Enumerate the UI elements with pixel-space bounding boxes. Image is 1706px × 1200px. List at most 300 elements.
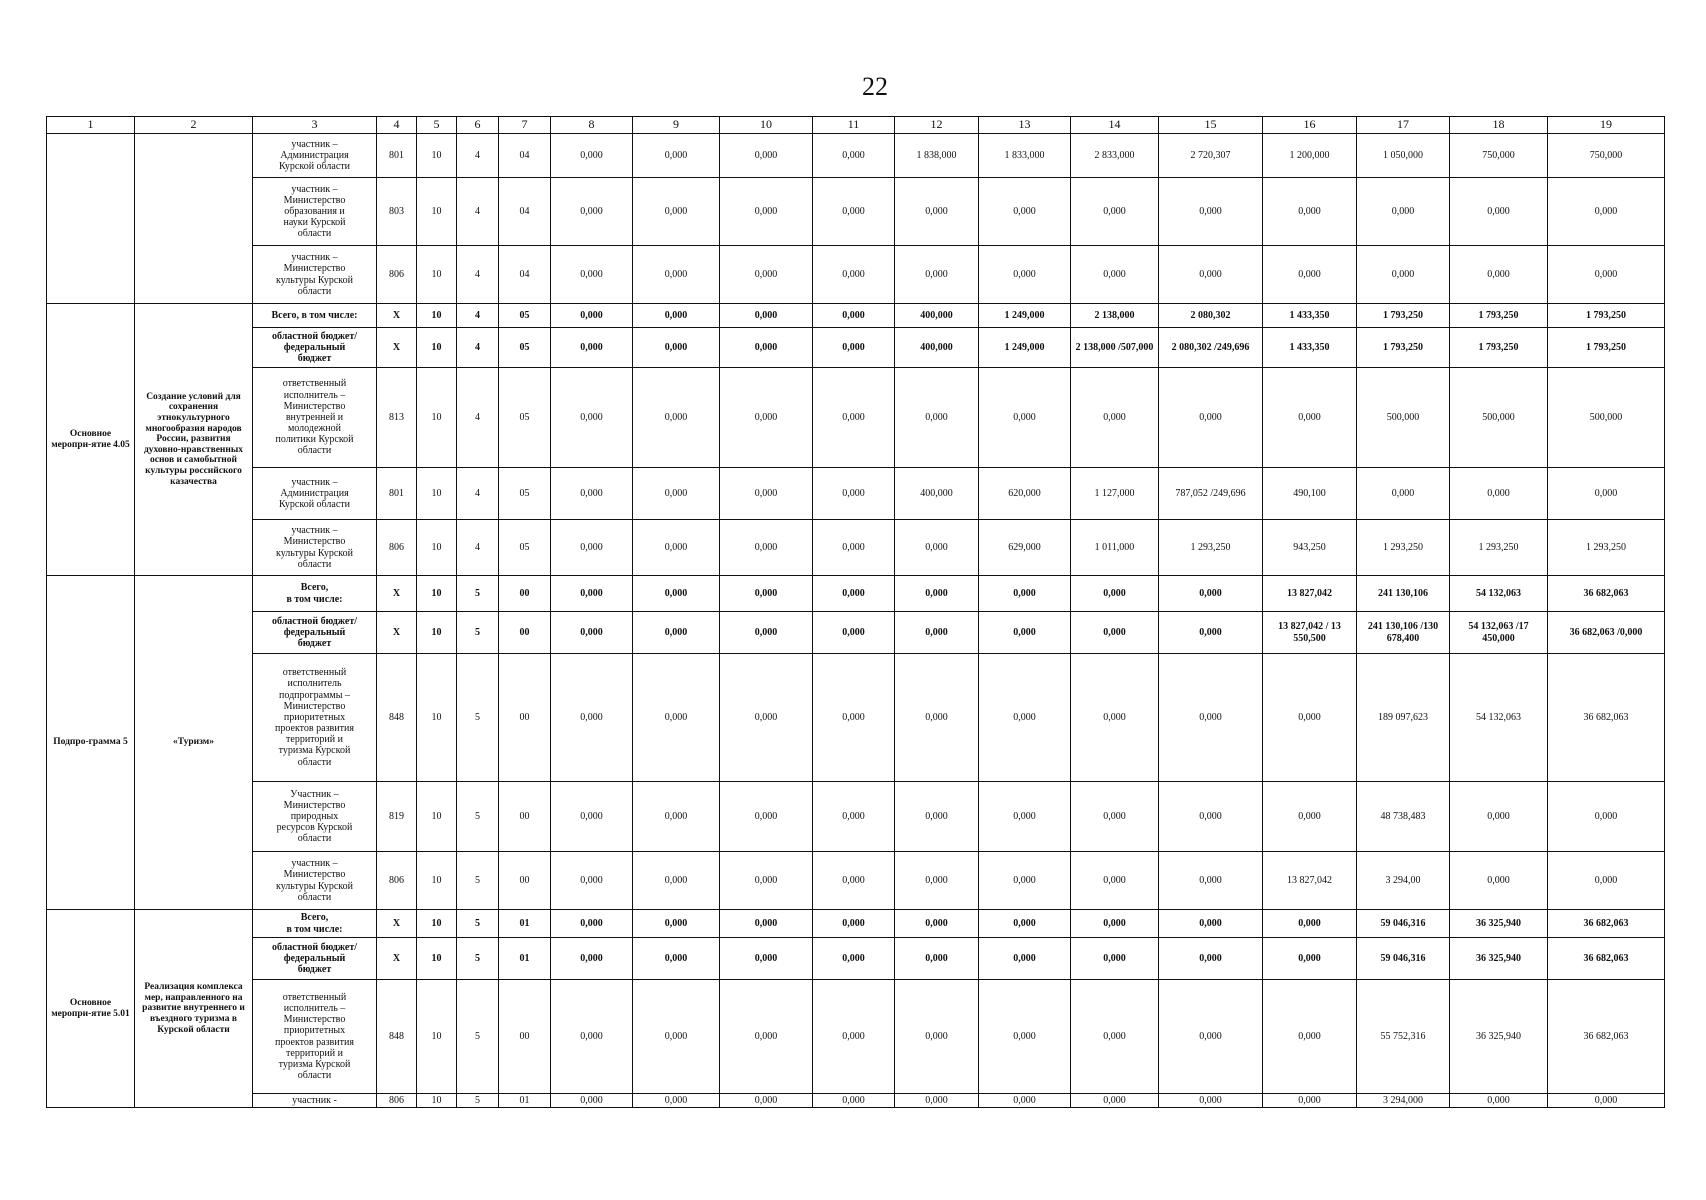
value-cell: 01 <box>499 910 551 938</box>
value-cell: 500,000 <box>1548 368 1665 468</box>
value-cell: 2 833,000 <box>1071 134 1159 178</box>
executor-line: культуры Курской <box>276 274 353 286</box>
value-cell: 0,000 <box>1071 980 1159 1094</box>
value-cell: 4 <box>457 368 499 468</box>
executor-line: Министерство <box>283 263 346 275</box>
column-number-header: 14 <box>1071 117 1159 134</box>
value-cell: 0,000 <box>1450 468 1548 520</box>
table-row <box>47 178 1665 246</box>
value-cell: 0,000 <box>813 304 895 328</box>
executor-line: территорий и <box>286 1047 343 1059</box>
value-cell: 00 <box>499 576 551 612</box>
value-cell: 803 <box>377 178 417 246</box>
executor-line: природных <box>290 810 339 822</box>
value-cell: 0,000 <box>551 654 633 782</box>
executor-line: области <box>297 833 332 845</box>
value-cell: 5 <box>457 852 499 910</box>
executor-line: внутренней и <box>285 411 344 423</box>
executor-line: Министерство <box>283 700 346 712</box>
value-cell: 00 <box>499 612 551 654</box>
executor-line: Курской области <box>279 161 350 173</box>
value-cell: 13 827,042 / 13 550,500 <box>1263 612 1357 654</box>
value-cell: 0,000 <box>979 654 1071 782</box>
value-cell: 0,000 <box>1071 576 1159 612</box>
value-cell: 0,000 <box>1263 178 1357 246</box>
value-cell: 0,000 <box>1071 612 1159 654</box>
value-cell: 0,000 <box>1263 910 1357 938</box>
value-cell: 620,000 <box>979 468 1071 520</box>
value-cell: 10 <box>417 328 457 368</box>
value-cell: 2 720,307 <box>1159 134 1263 178</box>
executor-line: ответственный <box>282 991 347 1003</box>
value-cell: 0,000 <box>720 910 813 938</box>
value-cell: 0,000 <box>1159 246 1263 304</box>
table-row <box>47 246 1665 304</box>
executor-line: участник – <box>291 476 338 488</box>
executor-line: области <box>297 756 332 768</box>
executor-cell <box>253 612 377 654</box>
value-cell: 0,000 <box>551 468 633 520</box>
value-cell: 10 <box>417 468 457 520</box>
value-cell: 10 <box>417 782 457 852</box>
executor-line: Участник – <box>290 788 339 800</box>
value-cell: 4 <box>457 178 499 246</box>
executor-line: молодежной <box>287 423 342 435</box>
executor-line: Всего, в том числе: <box>271 309 358 321</box>
value-cell: 0,000 <box>633 304 720 328</box>
measure-code-cell: Подпро-грамма 5 <box>47 576 135 910</box>
executor-line: исполнитель – <box>283 389 346 401</box>
column-number-header: 15 <box>1159 117 1263 134</box>
value-cell: 0,000 <box>1071 1094 1159 1108</box>
value-cell: 0,000 <box>633 576 720 612</box>
executor-line: области <box>297 228 332 240</box>
executor-line: ответственный <box>282 667 347 679</box>
page-number: 22 <box>862 72 888 101</box>
value-cell: 0,000 <box>720 654 813 782</box>
value-cell: 0,000 <box>813 520 895 576</box>
value-cell: 2 138,000 <box>1071 304 1159 328</box>
value-cell: 1 793,250 <box>1357 304 1450 328</box>
value-cell: 0,000 <box>1357 178 1450 246</box>
measure-code-cell: Основное меропри-ятие 5.01 <box>47 910 135 1108</box>
table-row <box>47 368 1665 468</box>
value-cell: 10 <box>417 134 457 178</box>
value-cell: 04 <box>499 246 551 304</box>
column-number-header: 13 <box>979 117 1071 134</box>
executor-line: проектов развития <box>275 723 354 735</box>
value-cell: 0,000 <box>551 612 633 654</box>
value-cell: 4 <box>457 520 499 576</box>
value-cell: 3 294,000 <box>1357 1094 1450 1108</box>
executor-line: культуры Курской <box>276 880 353 892</box>
executor-line: Министерство <box>283 400 346 412</box>
executor-line: исполнитель <box>287 678 342 690</box>
value-cell: 0,000 <box>979 178 1071 246</box>
value-cell: 0,000 <box>979 368 1071 468</box>
value-cell: 490,100 <box>1263 468 1357 520</box>
value-cell: 0,000 <box>1357 246 1450 304</box>
executor-cell <box>253 980 377 1094</box>
column-number-header: 10 <box>720 117 813 134</box>
value-cell: 0,000 <box>813 612 895 654</box>
value-cell: 0,000 <box>1548 178 1665 246</box>
value-cell: 0,000 <box>895 980 979 1094</box>
value-cell: 5 <box>457 910 499 938</box>
value-cell: 2 138,000 /507,000 <box>1071 328 1159 368</box>
value-cell: 1 793,250 <box>1450 304 1548 328</box>
value-cell: 00 <box>499 782 551 852</box>
value-cell: 629,000 <box>979 520 1071 576</box>
executor-cell <box>253 938 377 980</box>
value-cell: X <box>377 910 417 938</box>
value-cell: 0,000 <box>1450 852 1548 910</box>
value-cell: 1 433,350 <box>1263 304 1357 328</box>
value-cell: 5 <box>457 612 499 654</box>
budget-table <box>46 116 1665 1108</box>
value-cell: 36 682,063 <box>1548 654 1665 782</box>
value-cell: 0,000 <box>1071 852 1159 910</box>
executor-line: Всего, <box>300 912 329 924</box>
value-cell: 500,000 <box>1357 368 1450 468</box>
value-cell: 0,000 <box>551 178 633 246</box>
value-cell: 01 <box>499 938 551 980</box>
executor-cell <box>253 576 377 612</box>
executor-line: бюджет <box>297 964 332 976</box>
executor-line: областной бюджет/ <box>271 330 358 342</box>
executor-cell <box>253 368 377 468</box>
measure-code-cell: Основное меропри-ятие 4.05 <box>47 304 135 576</box>
value-cell: 0,000 <box>1548 782 1665 852</box>
executor-line: науки Курской <box>283 217 346 229</box>
value-cell: 04 <box>499 178 551 246</box>
value-cell: 943,250 <box>1263 520 1357 576</box>
value-cell: 55 752,316 <box>1357 980 1450 1094</box>
value-cell: 0,000 <box>1263 980 1357 1094</box>
executor-line: политики Курской <box>275 434 354 446</box>
executor-cell <box>253 782 377 852</box>
value-cell: 0,000 <box>979 938 1071 980</box>
column-number-header: 9 <box>633 117 720 134</box>
value-cell: 801 <box>377 134 417 178</box>
executor-line: бюджет <box>297 638 332 650</box>
value-cell: 0,000 <box>633 654 720 782</box>
value-cell: 0,000 <box>979 1094 1071 1108</box>
executor-line: туризма Курской <box>278 1058 351 1070</box>
value-cell: 0,000 <box>813 852 895 910</box>
executor-line: участник – <box>291 252 338 264</box>
value-cell: 59 046,316 <box>1357 910 1450 938</box>
executor-line: областной бюджет/ <box>271 615 358 627</box>
value-cell: 0,000 <box>720 468 813 520</box>
table-row <box>47 654 1665 782</box>
value-cell: 0,000 <box>1263 938 1357 980</box>
value-cell: 1 249,000 <box>979 304 1071 328</box>
value-cell: 806 <box>377 852 417 910</box>
value-cell: 189 097,623 <box>1357 654 1450 782</box>
column-number-header: 4 <box>377 117 417 134</box>
value-cell: 0,000 <box>1548 852 1665 910</box>
value-cell: 13 827,042 <box>1263 576 1357 612</box>
measure-code-cell <box>47 134 135 304</box>
value-cell: 0,000 <box>1071 938 1159 980</box>
value-cell: 36 682,063 /0,000 <box>1548 612 1665 654</box>
value-cell: 0,000 <box>633 980 720 1094</box>
value-cell: 1 833,000 <box>979 134 1071 178</box>
value-cell: 13 827,042 <box>1263 852 1357 910</box>
value-cell: 05 <box>499 520 551 576</box>
value-cell: 0,000 <box>813 134 895 178</box>
value-cell: 4 <box>457 468 499 520</box>
column-number-header: 1 <box>47 117 135 134</box>
value-cell: 0,000 <box>720 520 813 576</box>
value-cell: 54 132,063 <box>1450 576 1548 612</box>
column-number-header: 18 <box>1450 117 1548 134</box>
value-cell: 59 046,316 <box>1357 938 1450 980</box>
executor-cell <box>253 246 377 304</box>
value-cell: 5 <box>457 576 499 612</box>
table-row <box>47 938 1665 980</box>
table-row <box>47 612 1665 654</box>
value-cell: 1 200,000 <box>1263 134 1357 178</box>
value-cell: 0,000 <box>720 852 813 910</box>
executor-cell <box>253 468 377 520</box>
executor-line: Министерство <box>283 536 346 548</box>
value-cell: 0,000 <box>1159 178 1263 246</box>
value-cell: 1 793,250 <box>1548 328 1665 368</box>
value-cell: 400,000 <box>895 468 979 520</box>
value-cell: 0,000 <box>813 576 895 612</box>
value-cell: 10 <box>417 520 457 576</box>
value-cell: 0,000 <box>551 134 633 178</box>
value-cell: 0,000 <box>551 910 633 938</box>
value-cell: 0,000 <box>633 520 720 576</box>
executor-cell <box>253 910 377 938</box>
executor-line: федеральный <box>283 952 346 964</box>
value-cell: 500,000 <box>1450 368 1548 468</box>
value-cell: 241 130,106 <box>1357 576 1450 612</box>
value-cell: 0,000 <box>1357 468 1450 520</box>
column-number-header: 16 <box>1263 117 1357 134</box>
value-cell: 10 <box>417 304 457 328</box>
executor-line: участник – <box>291 858 338 870</box>
executor-line: в том числе: <box>286 593 343 605</box>
value-cell: 00 <box>499 654 551 782</box>
value-cell: 05 <box>499 468 551 520</box>
value-cell: 0,000 <box>551 520 633 576</box>
value-cell: 848 <box>377 654 417 782</box>
value-cell: X <box>377 304 417 328</box>
value-cell: 0,000 <box>813 328 895 368</box>
value-cell: 1 127,000 <box>1071 468 1159 520</box>
value-cell: 3 294,00 <box>1357 852 1450 910</box>
value-cell: 0,000 <box>895 910 979 938</box>
value-cell: 36 682,063 <box>1548 938 1665 980</box>
executor-cell <box>253 654 377 782</box>
table-row <box>47 134 1665 178</box>
value-cell: 0,000 <box>633 134 720 178</box>
table-row <box>47 852 1665 910</box>
table-row <box>47 328 1665 368</box>
value-cell: 05 <box>499 368 551 468</box>
value-cell: 0,000 <box>813 980 895 1094</box>
table-row <box>47 980 1665 1094</box>
value-cell: 5 <box>457 1094 499 1108</box>
executor-line: исполнитель – <box>283 1002 346 1014</box>
value-cell: 0,000 <box>720 980 813 1094</box>
executor-line: участник – <box>291 138 338 150</box>
value-cell: 4 <box>457 304 499 328</box>
value-cell: 1 793,250 <box>1450 328 1548 368</box>
value-cell: 0,000 <box>633 782 720 852</box>
value-cell: 0,000 <box>813 178 895 246</box>
value-cell: 0,000 <box>720 368 813 468</box>
value-cell: 750,000 <box>1450 134 1548 178</box>
value-cell: 806 <box>377 1094 417 1108</box>
value-cell: 1 293,250 <box>1159 520 1263 576</box>
executor-line: Всего, <box>300 582 329 594</box>
value-cell: 05 <box>499 304 551 328</box>
value-cell: X <box>377 938 417 980</box>
value-cell: 0,000 <box>1071 368 1159 468</box>
value-cell: 10 <box>417 576 457 612</box>
executor-line: федеральный <box>283 341 346 353</box>
value-cell: 0,000 <box>979 852 1071 910</box>
executor-line: участник – <box>291 525 338 537</box>
executor-line: Курской области <box>279 499 350 511</box>
value-cell: 0,000 <box>813 782 895 852</box>
value-cell: 0,000 <box>551 938 633 980</box>
value-cell: 10 <box>417 938 457 980</box>
value-cell: 05 <box>499 328 551 368</box>
executor-cell <box>253 134 377 178</box>
value-cell: 01 <box>499 1094 551 1108</box>
table-row <box>47 520 1665 576</box>
executor-cell <box>253 852 377 910</box>
column-number-header: 19 <box>1548 117 1665 134</box>
value-cell: 0,000 <box>633 612 720 654</box>
value-cell: 0,000 <box>1159 852 1263 910</box>
table-row <box>47 1094 1665 1108</box>
value-cell: 10 <box>417 178 457 246</box>
value-cell: 819 <box>377 782 417 852</box>
executor-cell <box>253 1094 377 1108</box>
value-cell: 0,000 <box>1071 178 1159 246</box>
value-cell: 0,000 <box>633 938 720 980</box>
executor-line: приоритетных <box>283 711 346 723</box>
value-cell: 5 <box>457 980 499 1094</box>
value-cell: 0,000 <box>1159 1094 1263 1108</box>
executor-line: ресурсов Курской <box>276 822 353 834</box>
table-body <box>47 134 1665 1108</box>
value-cell: 36 325,940 <box>1450 910 1548 938</box>
value-cell: 0,000 <box>895 520 979 576</box>
table-row <box>47 910 1665 938</box>
executor-cell <box>253 304 377 328</box>
executor-cell <box>253 520 377 576</box>
value-cell: 1 249,000 <box>979 328 1071 368</box>
executor-line: Министерство <box>283 869 346 881</box>
value-cell: 0,000 <box>1263 246 1357 304</box>
table-row <box>47 468 1665 520</box>
value-cell: 241 130,106 /130 678,400 <box>1357 612 1450 654</box>
value-cell: 0,000 <box>551 576 633 612</box>
column-number-header: 12 <box>895 117 979 134</box>
value-cell: 2 080,302 <box>1159 304 1263 328</box>
measure-title-cell: Реализация комплекса мер, направленного на развитие внутреннего и въездного туризма в Курской области <box>135 910 253 1108</box>
value-cell: 0,000 <box>633 328 720 368</box>
value-cell: 0,000 <box>633 1094 720 1108</box>
column-number-header: 17 <box>1357 117 1450 134</box>
executor-line: образования и <box>284 205 345 217</box>
value-cell: 0,000 <box>1159 368 1263 468</box>
value-cell: 1 793,250 <box>1548 304 1665 328</box>
value-cell: 0,000 <box>813 938 895 980</box>
executor-line: Министерство <box>283 799 346 811</box>
value-cell: 0,000 <box>1071 654 1159 782</box>
value-cell: 0,000 <box>720 134 813 178</box>
value-cell: 0,000 <box>551 304 633 328</box>
value-cell: 04 <box>499 134 551 178</box>
column-number-row <box>47 117 1665 134</box>
executor-line: Администрация <box>280 149 349 161</box>
value-cell: 36 682,063 <box>1548 910 1665 938</box>
value-cell: 0,000 <box>720 612 813 654</box>
value-cell: 0,000 <box>1450 246 1548 304</box>
value-cell: 0,000 <box>895 654 979 782</box>
executor-line: бюджет <box>297 353 332 365</box>
value-cell: 00 <box>499 980 551 1094</box>
value-cell: 0,000 <box>1159 782 1263 852</box>
value-cell: 4 <box>457 134 499 178</box>
executor-line: Министерство <box>283 1014 346 1026</box>
value-cell: 0,000 <box>895 178 979 246</box>
value-cell: 0,000 <box>633 246 720 304</box>
value-cell: 0,000 <box>1159 654 1263 782</box>
executor-line: приоритетных <box>283 1025 346 1037</box>
value-cell: 0,000 <box>895 612 979 654</box>
executor-line: проектов развития <box>275 1036 354 1048</box>
value-cell: 0,000 <box>895 368 979 468</box>
value-cell: 0,000 <box>979 612 1071 654</box>
executor-line: ответственный <box>282 378 347 390</box>
column-number-header: 8 <box>551 117 633 134</box>
value-cell: 0,000 <box>633 178 720 246</box>
value-cell: 0,000 <box>1263 654 1357 782</box>
value-cell: 0,000 <box>895 852 979 910</box>
value-cell: 0,000 <box>813 1094 895 1108</box>
value-cell: 0,000 <box>979 910 1071 938</box>
column-number-header: 3 <box>253 117 377 134</box>
value-cell: 801 <box>377 468 417 520</box>
value-cell: 0,000 <box>979 246 1071 304</box>
value-cell: X <box>377 576 417 612</box>
measure-title-cell: Создание условий для сохранения этнокультурного многообразия народов России, развития духовно-нравственных основ и самобытной культуры российского казачества <box>135 304 253 576</box>
value-cell: 10 <box>417 246 457 304</box>
value-cell: 0,000 <box>551 980 633 1094</box>
value-cell: 0,000 <box>720 304 813 328</box>
value-cell: 0,000 <box>633 368 720 468</box>
value-cell: 0,000 <box>1548 1094 1665 1108</box>
measure-title-cell: «Туризм» <box>135 576 253 910</box>
executor-line: участник - <box>292 1095 337 1106</box>
value-cell: 0,000 <box>720 328 813 368</box>
value-cell: 0,000 <box>813 368 895 468</box>
value-cell: 00 <box>499 852 551 910</box>
value-cell: 0,000 <box>551 328 633 368</box>
value-cell: 36 325,940 <box>1450 938 1548 980</box>
value-cell: 0,000 <box>1263 1094 1357 1108</box>
